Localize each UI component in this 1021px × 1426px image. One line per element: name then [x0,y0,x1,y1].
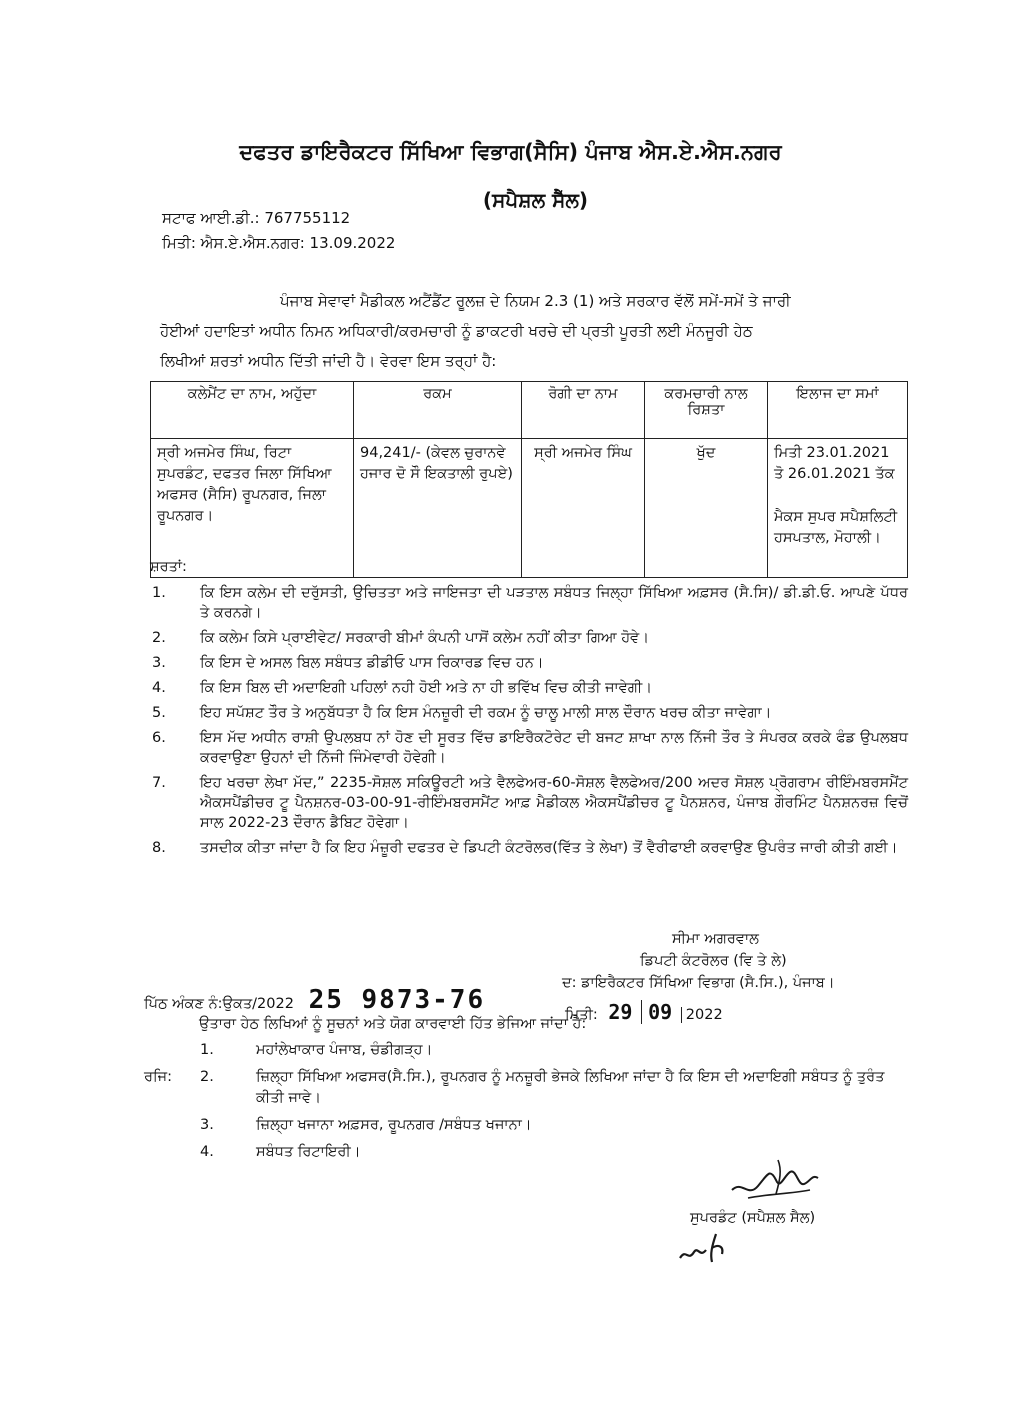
header-patient: ਰੋਗੀ ਦਾ ਨਾਮ [522,382,645,439]
regd-spacer [144,1115,200,1136]
condition-number: 7. [152,775,166,791]
intro-paragraph [160,286,910,376]
condition-text: ਕਿ ਕਲੇਮ ਕਿਸੇ ਪ੍ਰਾਈਵੇਟ/ ਸਰਕਾਰੀ ਬੀਮਾਂ ਕੰਪਨੀ ਪਾਸੋਂ ਕਲੇਮ ਨਹੀਂ ਕੀਤਾ ਗਿਆ ਹੋਵੇ। [200,630,649,646]
copy-number: 3. [200,1117,214,1133]
copy-number: 4. [200,1144,214,1160]
intro-line-2: ਹੋਈਆਂ ਹਦਾਇਤਾਂ ਅਧੀਨ ਨਿਮਨ ਅਧਿਕਾਰੀ/ਕਰਮਚਾਰੀ ਨੂੰ ਡਾਕਟਰੀ ਖਰਚੇ ਦੀ ਪ੍ਰਤੀ ਪੂਰਤੀ ਲਈ ਮੰਨਜੂਰੀ ਹੇਠ [160,322,753,340]
date-day-handwritten: 29 [608,1000,633,1024]
condition-item [152,653,908,673]
copy-text: ਜ਼ਿਲ੍ਹਾ ਖਜਾਨਾ ਅਫ਼ਸਰ, ਰੂਪਨਗਰ /ਸਬੰਧਤ ਖਜਾਨਾ। [256,1117,532,1133]
copy-recipient-item [144,1040,904,1061]
table-row [151,439,908,578]
condition-text: ਕਿ ਇਸ ਕਲੇਮ ਦੀ ਦਰੁੱਸਤੀ, ਉਚਿਤਤਾ ਅਤੇ ਜਾਇਜਤਾ ਦੀ ਪੜਤਾਲ ਸਬੰਧਤ ਜਿਲ੍ਹਾ ਸਿੱਖਿਆ ਅਫ਼ਸਰ (ਸੈ.ਸਿ)/ ਡੀ.ਡੀ.ਓ. ਆਪਣੇ ਪੱਧਰ ਤੇ ਕਰਨਗੇ। [200,585,908,621]
signatory-name: ਸੀਮਾ ਅਗਰਵਾਲ [672,931,759,947]
signatory-office: ਦ: ਡਾਇਰੈਕਟਰ ਸਿੱਖਿਆ ਵਿਭਾਗ (ਸੈ.ਸਿ.), ਪੰਜਾਬ। [562,975,835,991]
regd-spacer [144,1040,200,1061]
cell-treatment [768,439,908,578]
cell-patient: ਸ੍ਰੀ ਅਜਮੇਰ ਸਿੰਘ [522,439,645,578]
date-month-handwritten: 09 [641,1000,672,1024]
regd-spacer [144,1142,200,1163]
deputy-controller-signature [562,928,835,994]
condition-text: ਇਹ ਸਪੱਸ਼ਟ ਤੌਰ ਤੇ ਅਨੁਬੱਧਤਾ ਹੈ ਕਿ ਇਸ ਮੰਨਜ਼ੂਰੀ ਦੀ ਰਕਮ ਨੂੰ ਚਾਲੂ ਮਾਲੀ ਸਾਲ ਦੌਰਾਨ ਖਰਚ ਕੀਤਾ ਜਾਵੇਗਾ। [200,705,772,721]
conditions-list [152,583,908,863]
copy-recipient-item [144,1067,904,1109]
endorsement-prefix: ਪਿੱਠ ਅੰਕਣ ਨੰ:ਉਕਤ/2022 [144,996,294,1012]
superintendent-label: ਸੁਪਰਡੰਟ (ਸਪੈਸ਼ਲ ਸੈਲ) [690,1210,816,1226]
signatory-designation: ਡਿਪਟੀ ਕੰਟਰੋਲਰ (ਵਿ ਤੇ ਲੇ) [640,953,787,969]
condition-item [152,773,908,833]
regd-label: ਰਜਿ: [144,1069,173,1085]
condition-item [152,583,908,623]
header-relation: ਕਰਮਚਾਰੀ ਨਾਲ ਰਿਸ਼ਤਾ [645,382,768,439]
condition-item [152,678,908,698]
copy-forward-line: ਉਤਾਰਾ ਹੇਠ ਲਿਖਿਆਂ ਨੂੰ ਸੂਚਨਾਂ ਅਤੇ ਯੋਗ ਕਾਰਵਾਈ ਹਿੱਤ ਭੇਜਿਆ ਜਾਂਦਾ ਹੈ: [199,1016,587,1032]
condition-number: 8. [152,840,166,856]
issue-date: ਮਿਤੀ: ਐਸ.ਏ.ਐਸ.ਨਗਰ: 13.09.2022 [162,234,396,252]
endorsement-line [144,985,485,1015]
condition-text: ਤਸਦੀਕ ਕੀਤਾ ਜਾਂਦਾ ਹੈ ਕਿ ਇਹ ਮੰਜ਼ੂਰੀ ਦਫਤਰ ਦੇ ਡਿਪਟੀ ਕੰਟਰੋਲਰ(ਵਿੱਤ ਤੇ ਲੇਖਾ) ਤੋਂ ਵੈਰੀਫਾਈ ਕਰਵਾਉਣ ਉਪਰੰਤ ਜਾਰੀ ਕੀਤੀ ਗਈ। [200,840,898,856]
condition-number: 2. [152,630,166,646]
date-label: ਮਿਤੀ: [565,1007,598,1023]
endorsement-number-handwritten: 25 9873-76 [308,985,486,1015]
conditions-heading: ਸ਼ਰਤਾਂ: [150,559,187,575]
initials-mark [676,1228,746,1268]
condition-item [152,838,908,858]
header-treatment-period: ਇਲਾਜ ਦਾ ਸਮਾਂ [768,382,908,439]
endorsement-date [565,1000,723,1024]
cell-claimant: ਸ੍ਰੀ ਅਜਮੇਰ ਸਿੰਘ, ਰਿਟਾ ਸੁਪਰਡੰਟ, ਦਫਤਰ ਜਿਲਾ ਸਿੱਖਿਆ ਅਫਸਰ (ਸੈਸਿ) ਰੂਪਨਗਰ, ਜਿਲਾ ਰੂਪਨਗਰ। [151,439,354,578]
condition-item [152,728,908,768]
condition-text: ਇਹ ਖਰਚਾ ਲੇਖਾ ਮੱਦ,” 2235-ਸੋਸ਼ਲ ਸਕਿਊਰਟੀ ਅਤੇ ਵੈਲਫੇਅਰ-60-ਸੋਸ਼ਲ ਵੈਲਫੇਅਰ/200 ਅਦਰ ਸੋਸ਼ਲ ਪ੍ਰੋਗਰਾਮ ਰੀਇੰਮਬਰਸਮੈਂਟ ਐਕਸਪੈਂਡੀਚਰ ਟੂ ਪੈਨਸ਼ਨਰ-03-00-91-ਰੀਇੰਮਬਰਸਮੈਂਟ ਆਫ਼ ਮੈਡੀਕਲ ਐਕਸਪੈਂਡੀਚਰ ਟੂ ਪੈਨਸ਼ਨਰ, ਪੰਜਾਬ ਗੌਰਮਿੰਟ ਪੈਨਸ਼ਨਰਜ਼ ਵਿਚੋਂ ਸਾਲ 2022-23 ਦੌਰਾਨ ਡੈਬਿਟ ਹੋਵੇਗਾ। [200,775,908,831]
header-claimant: ਕਲੇਮੈਂਟ ਦਾ ਨਾਮ, ਅਹੁੱਦਾ [151,382,354,439]
condition-number: 1. [152,585,166,601]
copy-text: ਮਹਾਂਲੇਖਾਕਾਰ ਪੰਜਾਬ, ਚੰਡੀਗੜ੍ਹ। [256,1042,433,1058]
cell-relation: ਖੁੱਦ [645,439,768,578]
claim-table [150,381,908,578]
date-year: 2022 [681,1007,723,1023]
condition-item [152,703,908,723]
copy-recipient-item [144,1115,904,1136]
condition-text: ਕਿ ਇਸ ਦੇ ਅਸਲ ਬਿਲ ਸਬੰਧਤ ਡੀਡੀਓ ਪਾਸ ਰਿਕਾਰਡ ਵਿਚ ਹਨ। [200,655,544,671]
superintendent-signature-mark [718,1150,828,1210]
cell-amount: 94,241/- (ਕੇਵਲ ਚੁਰਾਨਵੇ ਹਜਾਰ ਦੋ ਸੌ ਇਕਤਾਲੀ ਰੁਪਏ) [354,439,522,578]
office-title: ਦਫਤਰ ਡਾਇਰੈਕਟਰ ਸਿੱਖਿਆ ਵਿਭਾਗ(ਸੈਸਿ) ਪੰਜਾਬ ਐਸ.ਏ.ਐਸ.ਨਗਰ [239,140,782,164]
staff-id: ਸਟਾਫ ਆਈ.ਡੀ.: 767755112 [162,209,351,227]
copy-number: 1. [200,1042,214,1058]
condition-number: 3. [152,655,166,671]
header-amount: ਰਕਮ [354,382,522,439]
condition-number: 4. [152,680,166,696]
copy-number: 2. [200,1069,214,1085]
condition-text: ਕਿ ਇਸ ਬਿਲ ਦੀ ਅਦਾਇਗੀ ਪਹਿਲਾਂ ਨਹੀ ਹੋਈ ਅਤੇ ਨਾ ਹੀ ਭਵਿੱਖ ਵਿਚ ਕੀਤੀ ਜਾਵੇਗੀ। [200,680,653,696]
intro-line-3: ਲਿਖੀਆਂ ਸ਼ਰਤਾਂ ਅਧੀਨ ਦਿੱਤੀ ਜਾਂਦੀ ਹੈ। ਵੇਰਵਾ ਇਸ ਤਰ੍ਹਾਂ ਹੈ: [160,352,497,370]
condition-number: 6. [152,730,166,746]
intro-line-1: ਪੰਜਾਬ ਸੇਵਾਵਾਂ ਮੈਡੀਕਲ ਅਟੈਂਡੈਂਟ ਰੂਲਜ਼ ਦੇ ਨਿਯਮ 2.3 (1) ਅਤੇ ਸਰਕਾਰ ਵੱਲੋਂ ਸਮੇਂ-ਸਮੇਂ ਤੇ ਜਾਰੀ [280,292,791,310]
copy-text: ਸਬੰਧਤ ਰਿਟਾਇਰੀ। [256,1144,361,1160]
hospital-name: ਮੈਕਸ ਸੁਪਰ ਸਪੈਸ਼ਲਿਟੀ ਹਸਪਤਾਲ, ਮੋਹਾਲੀ। [774,509,898,546]
treatment-period: ਮਿਤੀ 23.01.2021 ਤੋ 26.01.2021 ਤੱਕ [774,445,895,482]
condition-text: ਇਸ ਮੱਦ ਅਧੀਨ ਰਾਸ਼ੀ ਉਪਲਬਧ ਨਾਂ ਹੋਣ ਦੀ ਸੂਰਤ ਵਿੱਚ ਡਾਇਰੈਕਟੋਰੇਟ ਦੀ ਬਜਟ ਸ਼ਾਖਾ ਨਾਲ ਨਿੱਜੀ ਤੌਰ ਤੇ ਸੰਪਰਕ ਕਰਕੇ ਫੰਡ ਉਪਲਬਧ ਕਰਵਾਉਣਾ ਉਹਨਾਂ ਦੀ ਨਿੱਜੀ ਜਿੰਮੇਵਾਰੀ ਹੋਵੇਗੀ। [200,730,908,766]
table-header-row [151,382,908,439]
condition-item [152,628,908,648]
cell-subtitle: (ਸਪੈਸ਼ਲ ਸੈੱਲ) [482,188,589,212]
condition-number: 5. [152,705,166,721]
copy-text: ਜ਼ਿਲ੍ਹਾ ਸਿੱਖਿਆ ਅਫਸਰ(ਸੈ.ਸਿ.), ਰੂਪਨਗਰ ਨੂੰ ਮਨਜ਼ੂਰੀ ਭੇਜਕੇ ਲਿਖਿਆ ਜਾਂਦਾ ਹੈ ਕਿ ਇਸ ਦੀ ਅਦਾਇਗੀ ਸਬੰਧਤ ਨੂੰ ਤੁਰੰਤ ਕੀਤੀ ਜਾਵੇ। [256,1069,885,1106]
